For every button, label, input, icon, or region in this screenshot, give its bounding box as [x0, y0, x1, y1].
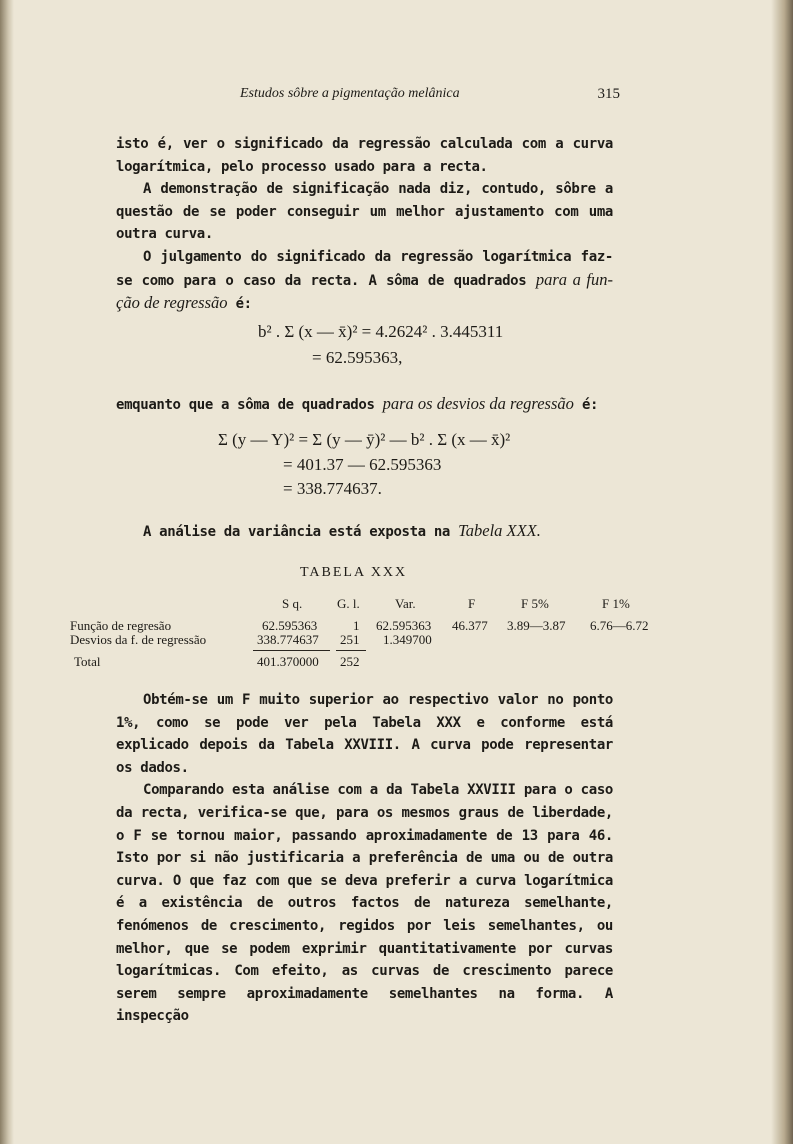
page-number: 315: [597, 86, 620, 102]
row-2-gl: 251: [340, 632, 360, 647]
col-header-sq: S q.: [282, 596, 303, 611]
paragraph-7: Comparando esta análise com a da Tabela XXVIII para o caso da recta, verifica-se que, para os mesmos graus de liberdade, o F se tornou maior, passando aproximadamente de 13 para 46. Isto por si não justificaria a preferência de uma ou de outra curva. O que faz com que se deva preferir a curva logarítmica é a existência de outros factos de natureza semelhante, fenómenos de crescimento, regidos por leis semelhantes, ou melhor, que se podem exprimir quantitativamente por curvas logarítmicas. Com efeito, as curvas de crescimento parece serem sempre aproximadamente semelhantes na forma. A inspecção: [116, 782, 613, 1025]
paragraph-5-italic: Tabela XXX.: [458, 521, 541, 540]
col-header-f: F: [468, 596, 476, 611]
row-1-gl: 1: [353, 618, 360, 633]
text-block-middle: [116, 393, 613, 417]
row-1-f: 46.377: [452, 618, 488, 633]
total-gl: 252: [340, 654, 360, 669]
paragraph-3-italic: para a fun-ção de regressão: [116, 269, 614, 313]
col-header-gl: G. l.: [337, 596, 360, 611]
row-2-var: 1.349700: [383, 632, 432, 647]
row-1-f5: 3.89—3.87: [507, 618, 566, 633]
paragraph-3-text-b: é:: [227, 296, 252, 313]
page-binding-shadow: [0, 0, 14, 1144]
row-1-sq: 62.595363: [262, 618, 318, 633]
row-2-label: Desvios da f. de regressão: [70, 632, 207, 647]
paragraph-5: [143, 520, 640, 544]
text-block-bottom: [116, 689, 613, 1028]
paragraph-2: A demonstração de significação nada diz, contudo, sôbre a questão de se poder conseguir um melhor ajustamento com uma outra curva.: [116, 181, 613, 243]
paragraph-3-text-a: O julgamento do significado da regressão logarítmica faz-se como para o caso da recta. A sôma de quadrados: [116, 248, 613, 289]
running-header: [240, 86, 620, 102]
running-title: Estudos sôbre a pigmentação melânica: [240, 86, 460, 101]
formula-2-line-1: Σ (y — Y)² = Σ (y — ȳ)² — b² . Σ (x — x̄)²: [218, 430, 511, 449]
col-header-f5: F 5%: [521, 596, 549, 611]
paragraph-4: [116, 393, 613, 417]
paragraph-4-text-b: é:: [573, 397, 599, 413]
table-title: TABELA XXX: [300, 565, 408, 580]
total-sq: 401.370000: [257, 654, 319, 669]
paragraph-1: isto é, ver o significado da regressão calculada com a curva logarítmica, pelo processo usado para a recta.: [116, 136, 613, 175]
row-1-var: 62.595363: [376, 618, 432, 633]
total-rule-sq: [253, 650, 330, 651]
paragraph-3: [116, 246, 613, 316]
formula-1-line-1: b² . Σ (x — x̄)² = 4.2624² . 3.445311: [258, 322, 504, 341]
row-2-sq: 338.774637: [257, 632, 319, 647]
row-1-f1: 6.76—6.72: [590, 618, 649, 633]
paragraph-6: Obtém-se um F muito superior ao respectivo valor no ponto 1%, como se pode ver pela Tabela XXX e conforme está explicado depois da Tabela XXVIII. A curva pode representar os dados.: [116, 692, 613, 776]
text-block-top: [116, 133, 613, 316]
total-label: Total: [74, 654, 101, 669]
col-header-var: Var.: [395, 596, 416, 611]
paragraph-4-text-a: emquanto que a sôma de quadrados: [116, 397, 383, 413]
total-rule-gl: [336, 650, 366, 651]
paragraph-4-italic: para os desvios da regressão: [382, 394, 574, 413]
formula-1-line-2: = 62.595363,: [312, 348, 403, 367]
page-edge-shadow: [771, 0, 793, 1144]
row-1-label: Função de regresão: [70, 618, 172, 633]
formula-2-line-2: = 401.37 — 62.595363: [283, 455, 442, 474]
paragraph-5-text: A análise da variância está exposta na: [143, 524, 459, 540]
col-header-f1: F 1%: [602, 596, 630, 611]
formula-2-line-3: = 338.774637.: [283, 479, 382, 498]
